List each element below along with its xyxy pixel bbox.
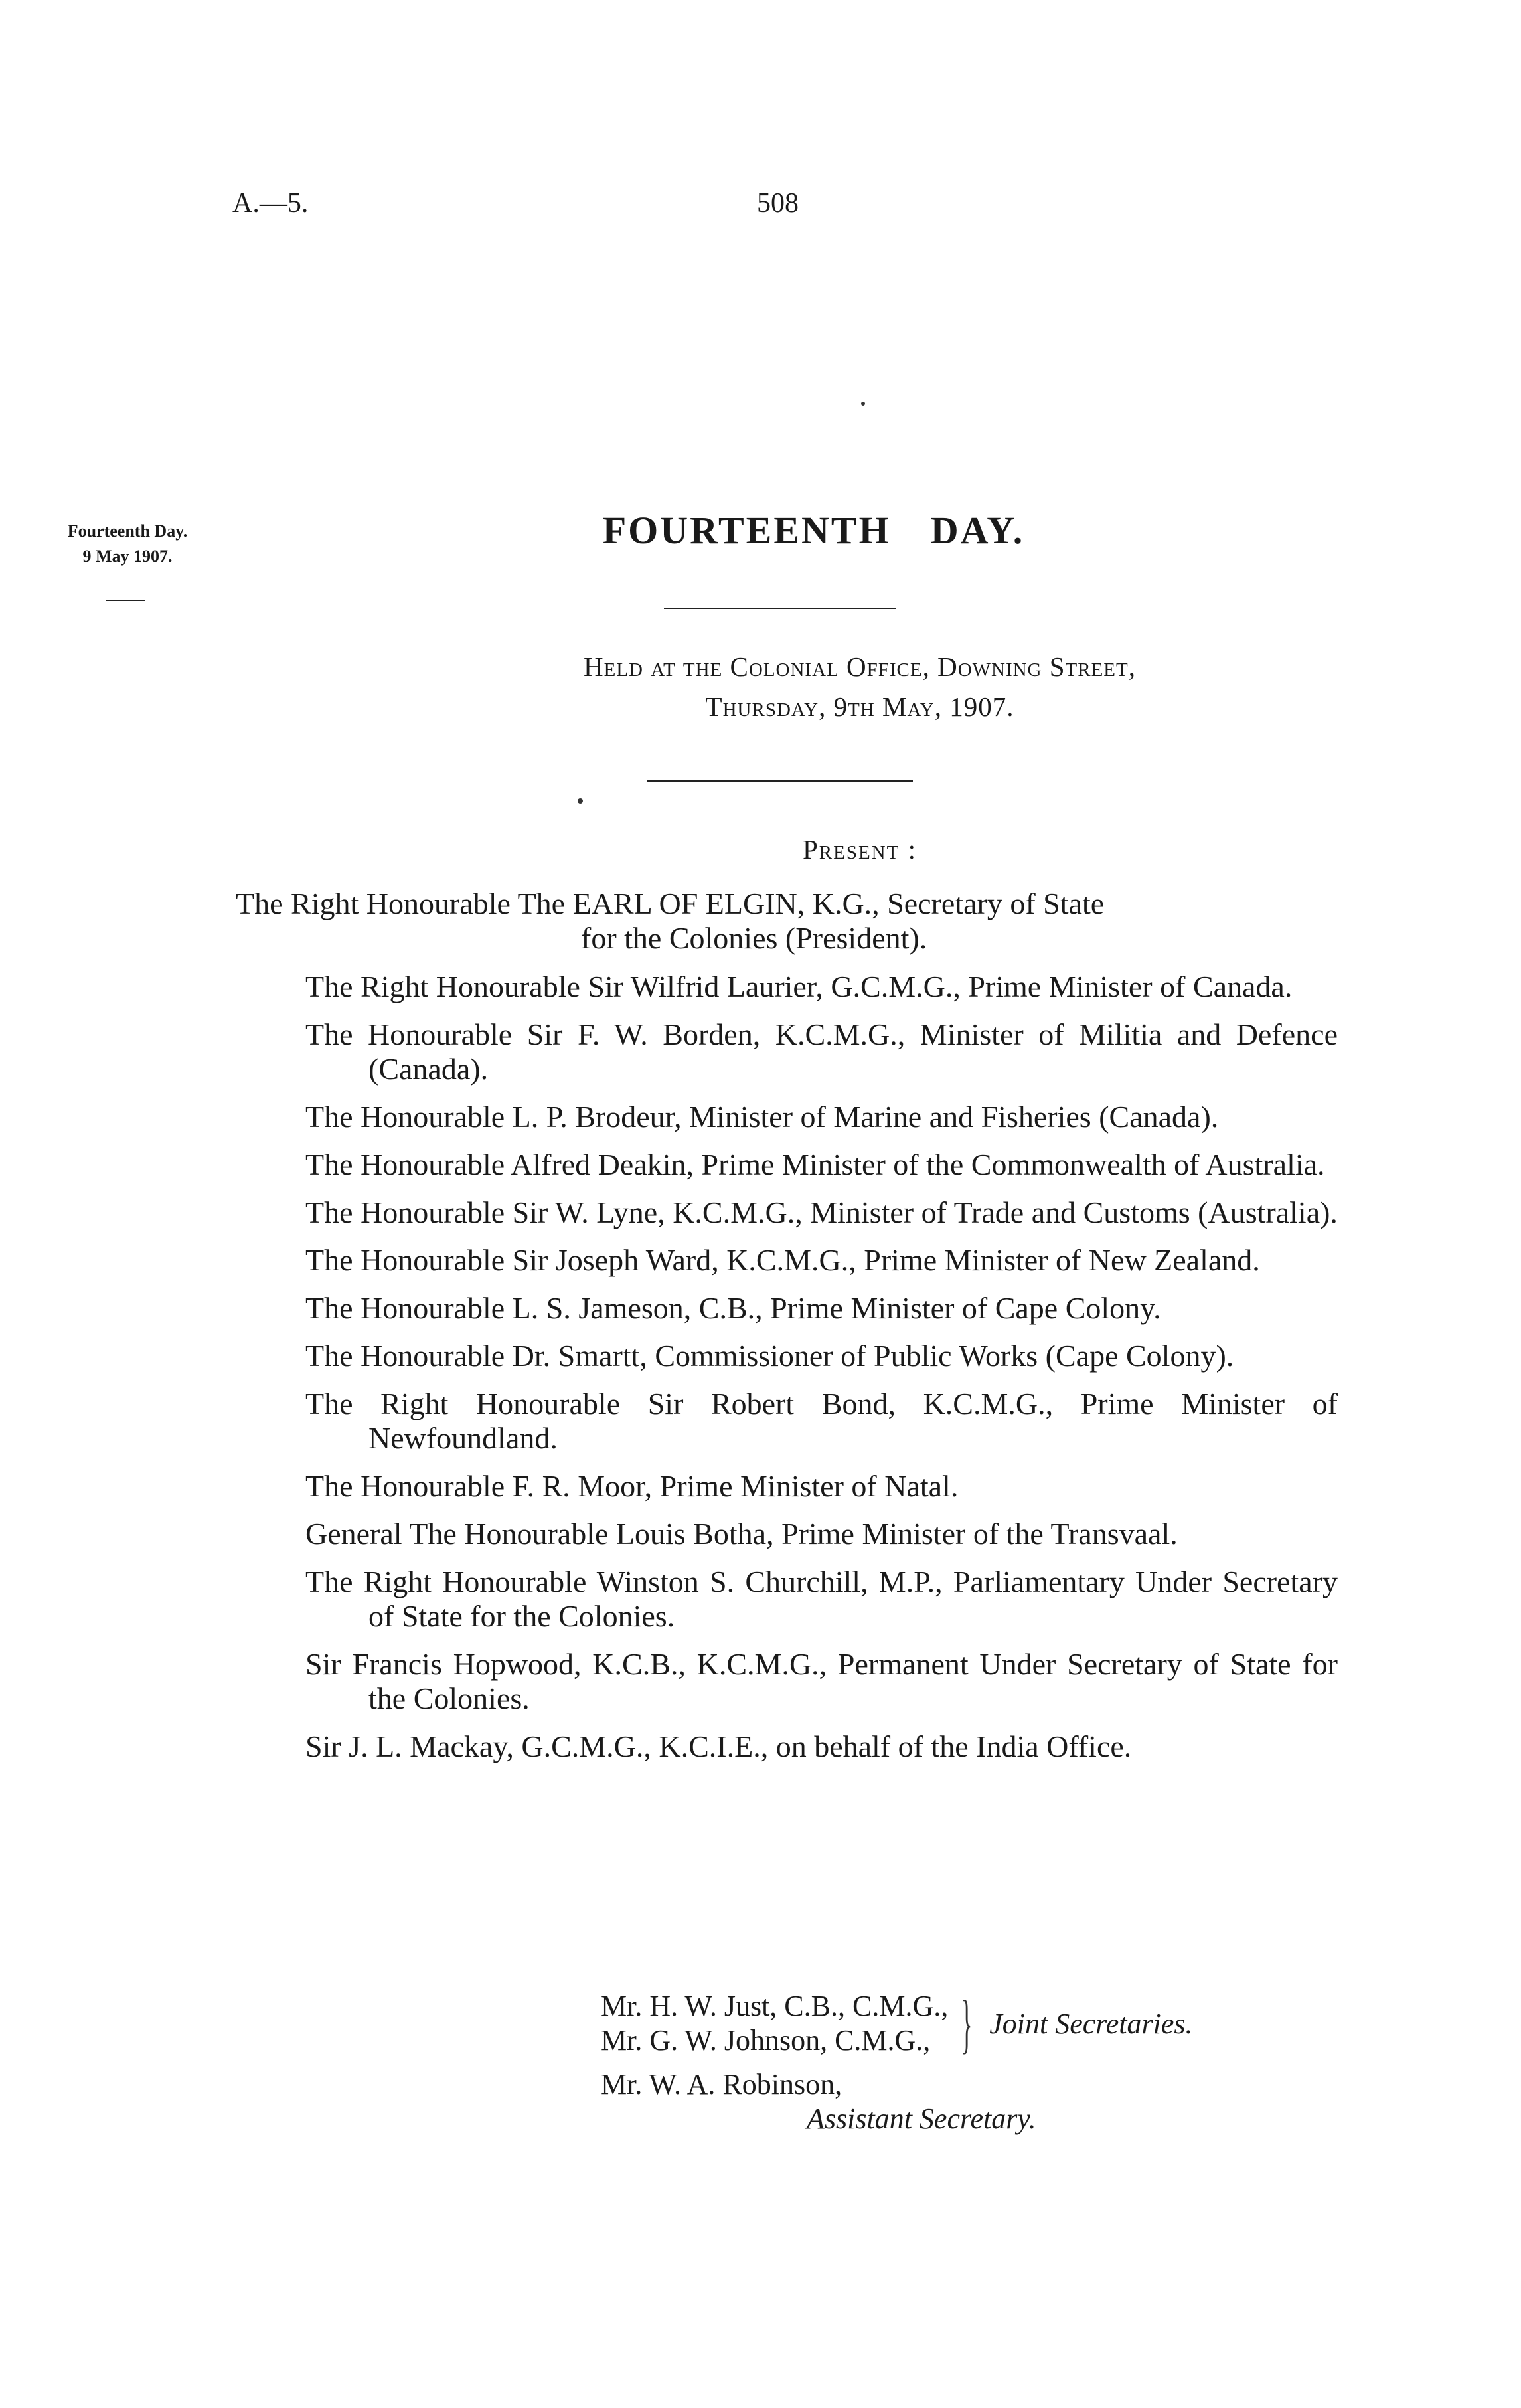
list-item: The Right Honourable Sir Robert Bond, K.C.M.G., Prime Minister of Newfoundland. (305, 1387, 1338, 1455)
list-item: The Honourable L. P. Brodeur, Minister of Marine and Fisheries (Canada). (305, 1100, 1219, 1134)
joint-secretaries-role: Joint Secretaries. (989, 2007, 1193, 2040)
list-item: The Right Honourable Winston S. Churchill, M.P., Parliamentary Under Secretary of State for the Colonies. (305, 1565, 1338, 1633)
joint-secretary-1: Mr. H. W. Just, C.B., C.M.G., (601, 1990, 949, 2022)
list-item: The Right Honourable Sir Wilfrid Laurier, G.C.M.G., Prime Minister of Canada. (305, 970, 1293, 1003)
president-line-1: The Right Honourable The EARL OF ELGIN, K.G., Secretary of State (236, 887, 1105, 920)
joint-secretary-names (601, 1989, 948, 2058)
margin-note-date: 9 May 1907. (82, 547, 173, 566)
page-title (0, 508, 1521, 553)
assistant-secretary-role: Assistant Secretary. (807, 2103, 1036, 2135)
list-item: Sir J. L. Mackay, G.C.M.G., K.C.I.E., on behalf of the India Office. (305, 1729, 1132, 1763)
document-reference: A.—5. (232, 188, 309, 218)
list-item: The Honourable Sir W. Lyne, K.C.M.G., Minister of Trade and Customs (Australia). (305, 1195, 1338, 1229)
list-item: The Honourable Dr. Smartt, Commissioner of Public Works (Cape Colony). (305, 1339, 1234, 1373)
page-number: 508 (757, 188, 799, 218)
joint-secretary-2: Mr. G. W. Johnson, C.M.G., (601, 2024, 931, 2057)
list-item: General The Honourable Louis Botha, Prime Minister of the Transvaal. (305, 1517, 1178, 1551)
brace-icon: } (961, 1986, 973, 2060)
print-speck (578, 798, 583, 804)
divider-rule (664, 608, 896, 609)
list-item: The Honourable F. R. Moor, Prime Minister of Natal. (305, 1469, 959, 1503)
list-item: The Honourable L. S. Jameson, C.B., Prime Minister of Cape Colony. (305, 1291, 1161, 1325)
divider-rule (647, 780, 913, 782)
meeting-location: Held at the Colonial Office, Downing Street, (584, 651, 1136, 682)
print-speck (861, 402, 865, 406)
attendee-list (305, 970, 1338, 1777)
joint-secretaries (601, 1986, 1364, 2060)
title-word-fourteenth: FOURTEENTH (602, 509, 891, 552)
meeting-date: Thursday, 9th May, 1907. (705, 691, 1014, 722)
present-heading: Present : (802, 834, 917, 865)
title-word-day: DAY. (930, 509, 1025, 552)
margin-note-rule (106, 600, 145, 601)
secretaries-block (601, 1986, 1364, 2136)
assistant-secretary-name: Mr. W. A. Robinson, (601, 2068, 842, 2101)
list-item: Sir Francis Hopwood, K.C.B., K.C.M.G., Permanent Under Secretary of State for the Colonies. (305, 1647, 1338, 1715)
list-item: The Honourable Sir F. W. Borden, K.C.M.G., Minister of Militia and Defence (Canada). (305, 1017, 1338, 1086)
list-item: The Honourable Alfred Deakin, Prime Minister of the Commonwealth of Australia. (305, 1148, 1325, 1181)
president-line-2: for the Colonies (President). (581, 921, 927, 955)
list-item: The Honourable Sir Joseph Ward, K.C.M.G., Prime Minister of New Zealand. (305, 1243, 1260, 1277)
president-entry (236, 887, 1338, 956)
margin-note-day: Fourteenth Day. (67, 521, 188, 541)
